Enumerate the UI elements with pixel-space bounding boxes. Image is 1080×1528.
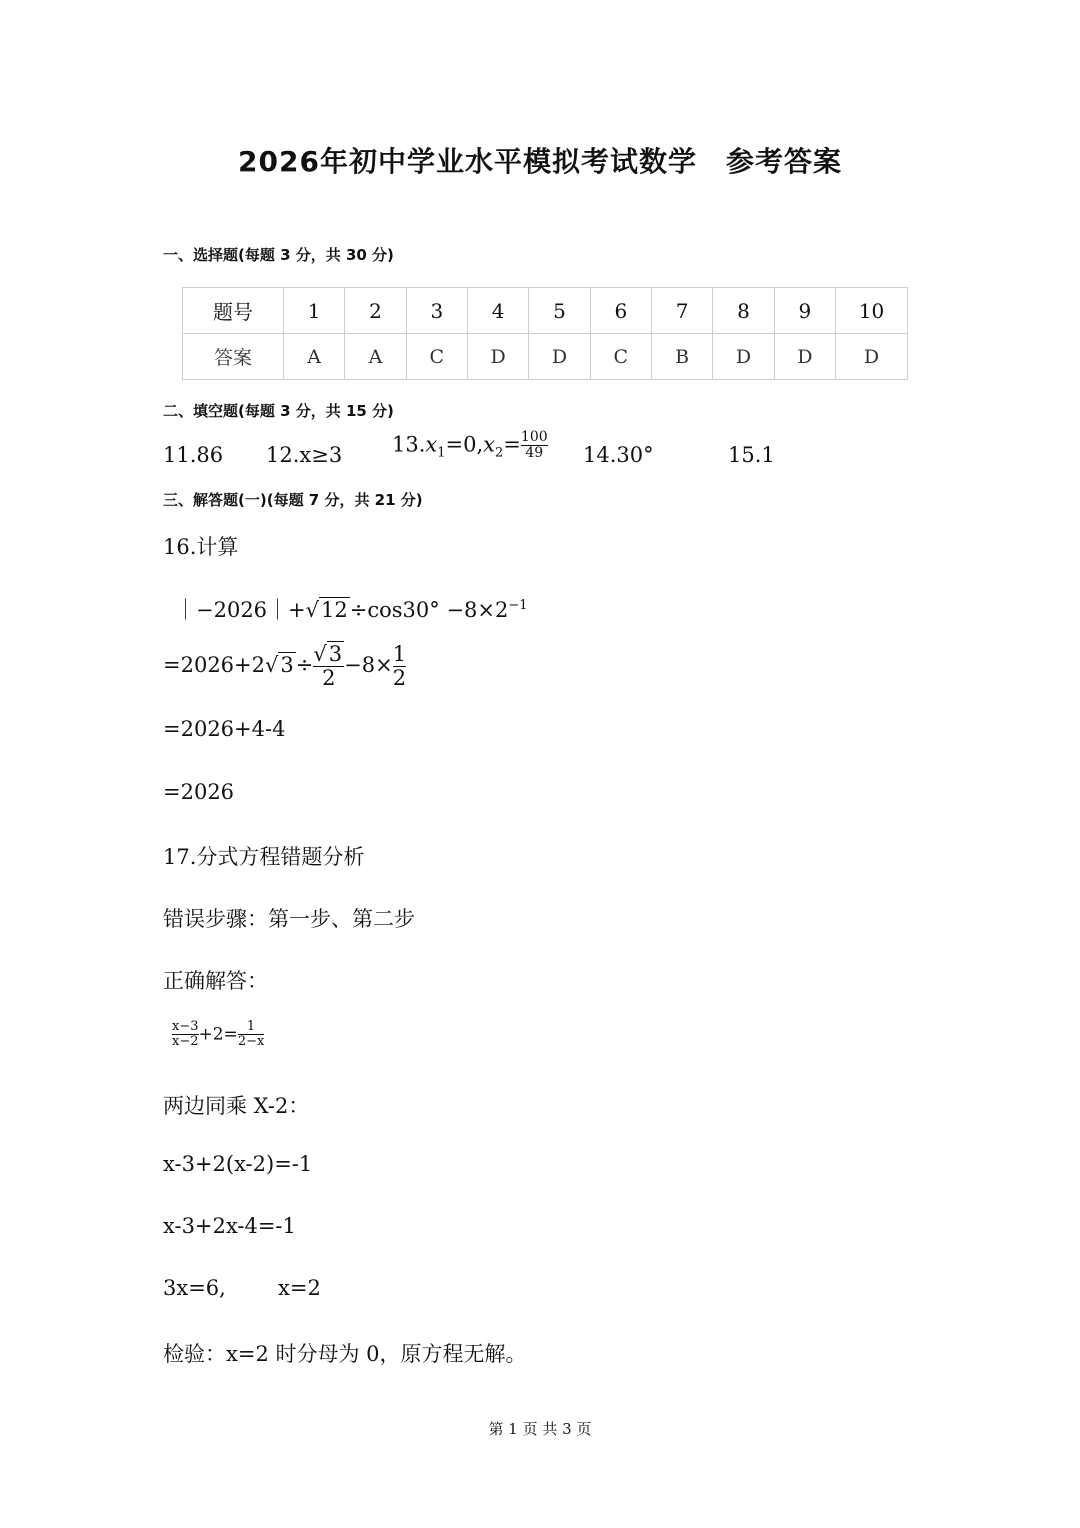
q16-title: 16.计算 — [163, 535, 239, 559]
fill-answer-14: 14.30° — [583, 443, 654, 467]
a13-x1: x — [425, 432, 438, 457]
answer-cell: D — [467, 334, 528, 380]
q17-frac2-den: 2−x — [237, 1034, 265, 1050]
q17-error-steps: 错误步骤：第一步、第二步 — [163, 907, 415, 931]
q16-line2 — [163, 643, 406, 690]
q16-line1-radicand: 12 — [321, 598, 348, 622]
q17-step2: x-3+2(x-2)=-1 — [163, 1152, 313, 1176]
sqrt-12: √12 — [305, 598, 348, 622]
q16-frac1-den: 2 — [322, 666, 336, 691]
answer-cell: D — [713, 334, 774, 380]
sqrt-3: √3 — [265, 653, 294, 678]
q16-line1-exp: −1 — [508, 598, 528, 613]
a13-prefix: 13. — [392, 432, 426, 457]
question-number: 1 — [284, 288, 345, 334]
fill-answer-11: 11.86 — [163, 443, 224, 467]
q17-eq-mid: +2= — [198, 1024, 238, 1045]
answer-cell: D — [529, 334, 590, 380]
answer-cell: C — [406, 334, 467, 380]
answer-table — [182, 287, 908, 380]
q17-step1: 两边同乘 X-2： — [163, 1094, 310, 1118]
question-number: 2 — [345, 288, 406, 334]
q17-fraction-1 — [172, 1020, 199, 1050]
q17-equation — [172, 1020, 264, 1050]
section1-heading: 一、选择题(每题 3 分，共 30 分) — [163, 246, 394, 264]
fill-answer-15: 15.1 — [728, 443, 775, 467]
a13-sub1: 1 — [437, 445, 446, 461]
answer-cell: B — [651, 334, 712, 380]
q16-fraction-1: $\frac{√3}{2}$ — [313, 642, 343, 691]
answer-cell: A — [284, 334, 345, 380]
q17-fraction-2 — [238, 1020, 265, 1050]
q16-frac2-den: 2 — [392, 666, 407, 691]
question-number: 3 — [406, 288, 467, 334]
q17-step4a: 3x=6, — [163, 1276, 226, 1300]
q17-title: 17.分式方程错题分析 — [163, 845, 365, 869]
a13-denominator: 49 — [525, 445, 544, 462]
q17-frac1-num: x−3 — [172, 1019, 199, 1034]
a13-eq: = — [503, 432, 521, 457]
q17-check: 检验：x=2 时分母为 0，原方程无解。 — [163, 1342, 527, 1366]
question-number: 6 — [590, 288, 651, 334]
answer-cell: C — [590, 334, 651, 380]
a13-numerator: 100 — [520, 429, 548, 445]
q16-line3: =2026+4-4 — [163, 717, 286, 741]
q16-line2-radicand: 3 — [280, 653, 294, 678]
question-number: 5 — [529, 288, 590, 334]
section2-heading: 二、填空题(每题 3 分，共 15 分) — [163, 402, 394, 420]
row-answer-label: 答案 — [183, 334, 284, 380]
table-row — [183, 334, 908, 380]
q16-line1-a: ｜−2026｜+ — [175, 598, 306, 622]
q16-line2-a: =2026+2 — [163, 653, 265, 678]
fill-answer-13 — [392, 430, 548, 462]
answer-cell: A — [345, 334, 406, 380]
q16-frac1-num: 3 — [328, 642, 343, 666]
q17-frac2-num: 1 — [246, 1019, 256, 1034]
a13-x2: x — [483, 432, 496, 457]
q16-frac2-num: 1 — [392, 642, 407, 666]
q17-frac1-den: x−2 — [172, 1034, 199, 1050]
q16-line1 — [175, 594, 528, 624]
q16-line1-b: ÷cos30° −8×2 — [349, 598, 509, 622]
row-header-label: 题号 — [183, 288, 284, 334]
q16-line2-c: −8× — [344, 653, 393, 678]
q17-step4b: x=2 — [278, 1276, 321, 1300]
question-number: 10 — [836, 288, 908, 334]
q16-line4: =2026 — [163, 780, 235, 804]
question-number: 9 — [774, 288, 835, 334]
section3-heading: 三、解答题(一)(每题 7 分，共 21 分) — [163, 491, 423, 509]
a13-fraction — [521, 430, 548, 462]
answer-cell: D — [774, 334, 835, 380]
q17-step3: x-3+2x-4=-1 — [163, 1214, 296, 1238]
question-number: 7 — [651, 288, 712, 334]
a13-mid: =0, — [445, 432, 484, 457]
q17-correct-label: 正确解答： — [163, 969, 268, 993]
a13-sub2: 2 — [495, 445, 504, 461]
question-number: 4 — [467, 288, 528, 334]
page-title: 2026年初中学业水平模拟考试数学 参考答案 — [238, 145, 842, 178]
page-footer: 第 1 页 共 3 页 — [488, 1420, 592, 1438]
answer-cell: D — [836, 334, 908, 380]
question-number: 8 — [713, 288, 774, 334]
q16-fraction-2 — [393, 643, 406, 690]
table-row — [183, 288, 908, 334]
q16-line2-b: ÷ — [295, 653, 314, 678]
fill-answer-12: 12.x≥3 — [266, 443, 343, 467]
